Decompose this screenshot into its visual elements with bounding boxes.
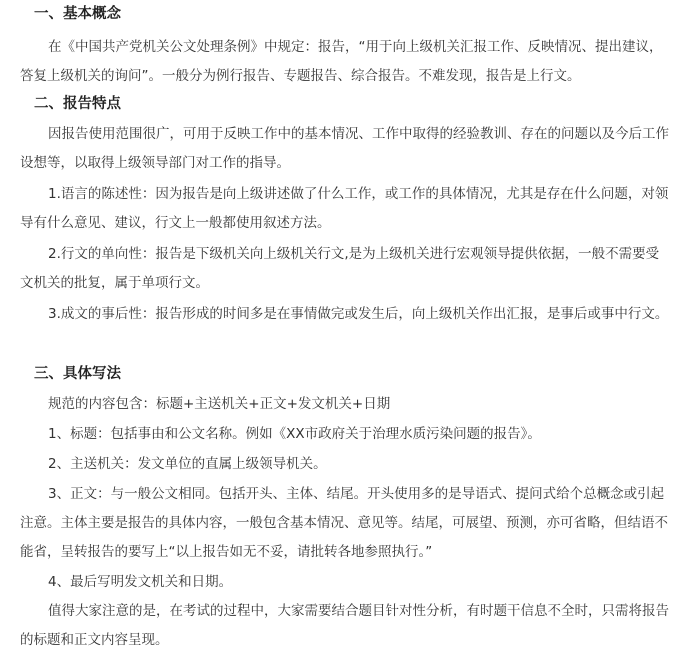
paragraph-usage-scope: 因报告使用范围很广，可用于反映工作中的基本情况、工作中取得的经验教训、存在的问题以及今后工作设想等，以取得上级领导部门对工作的指导。 (20, 126, 669, 171)
section-heading-features: 二、报告特点 (34, 96, 121, 112)
paragraph-exam-note: 值得大家注意的是，在考试的过程中，大家需要结合题目针对性分析，有时题干信息不全时，只需将报告的标题和正文内容呈现。 (20, 603, 669, 648)
paragraph-sender-date-rule: 4、最后写明发文机关和日期。 (48, 574, 233, 590)
paragraph-feature-one-way: 2.行文的单向性：报告是下级机关向上级机关行文,是为上级机关进行宏观领导提供依据，一般不需要受文机关的批复，属于单项行文。 (20, 246, 660, 291)
section-heading-writing: 三、具体写法 (34, 366, 121, 382)
paragraph-feature-after-event: 3.成文的事后性：报告形成的时间多是在事情做完或发生后，向上级机关作出汇报，是事后或事中行文。 (48, 306, 669, 322)
paragraph-body-rule: 3、正文：与一般公文相同。包括开头、主体、结尾。开头使用多的是导语式、提问式给个总概念或引起注意。主体主要是报告的具体内容，一般包含基本情况、意见等。结尾，可展望、预测，亦可省略，但结语不能省，呈转报告的要写上“以上报告如无不妥，请批转各地参照执行。” (20, 486, 668, 560)
section-heading-basic-concept: 一、基本概念 (34, 6, 121, 22)
paragraph-content-spec: 规范的内容包含：标题+主送机关+正文+发文机关+日期 (48, 396, 391, 412)
paragraph-feature-narrative: 1.语言的陈述性：因为报告是向上级讲述做了什么工作，或工作的具体情况，尤其是存在什么问题，对领导有什么意见、建议，行文上一般都使用叙述方法。 (20, 186, 669, 231)
paragraph-recipient-rule: 2、主送机关：发文单位的直属上级领导机关。 (48, 456, 327, 472)
paragraph-definition: 在《中国共产党机关公文处理条例》中规定：报告，“用于向上级机关汇报工作、反映情况、提出建议，答复上级机关的询问”。一般分为例行报告、专题报告、综合报告。不难发现，报告是上行文。 (20, 39, 663, 84)
paragraph-title-rule: 1、标题：包括事由和公文名称。例如《XX市政府关于治理水质污染问题的报告》。 (48, 426, 541, 442)
